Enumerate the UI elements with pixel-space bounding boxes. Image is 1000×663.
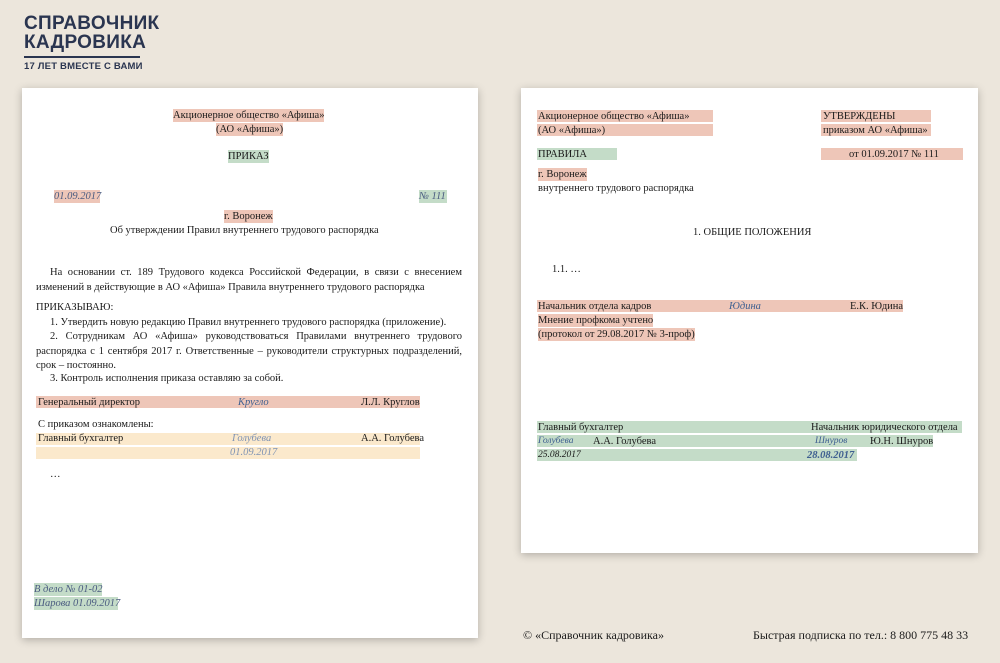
rules-legal-name: Ю.Н. Шнуров [870,436,934,447]
rules-legal-title: Начальник юридического отдела [811,422,958,433]
rules-org-name: Акционерное общество «Афиша» [538,111,690,122]
accountant-signature: Голубева [232,433,272,444]
rules-accountant-title: Главный бухгалтер [538,422,624,433]
order-city: г. Воронеж [224,211,273,222]
rules-legal-signature: Шнуров [815,436,848,446]
rules-approved: УТВЕРЖДЕНЫ [823,111,896,122]
footer-subscription: Быстрая подписка по тел.: 8 800 775 48 33 [753,628,969,642]
union-note: Мнение профкома учтено [538,315,654,326]
file-signature: Шарова 01.09.2017 [34,598,121,609]
hr-title: Начальник отдела кадров [538,301,652,312]
logo-tagline: 17 ЛЕТ ВМЕСТЕ С ВАМИ [24,61,143,72]
rules-clause: 1.1. … [552,264,581,275]
rules-accountant-date: 25.08.2017 [538,450,581,460]
footer-copyright: © «Справочник кадровика» [523,628,664,642]
order-org-name: Акционерное общество «Афиша» [173,110,325,121]
order-word: ПРИКАЗЫВАЮ: [36,302,114,313]
rules-accountant-signature: Голубева [538,436,574,446]
acquainted-label: С приказом ознакомлены: [38,419,154,430]
rules-legal-date: 28.08.2017 [807,450,855,461]
union-protocol: (протокол от 29.08.2017 № 3-проф) [538,329,695,340]
order-number: № 111 [419,191,446,202]
logo-divider [24,56,140,58]
accountant-name: А.А. Голубева [361,433,424,444]
order-basis: На основании ст. 189 Трудового кодекса Российской Федерации, в связи с внесением изменений в действующие в АО «Афиша» Правила внутреннего трудового распорядка [36,267,462,293]
rules-subtitle: внутреннего трудового распорядка [538,183,694,194]
order-item-3: 3. Контроль исполнения приказа оставляю за собой. [50,373,284,384]
rules-city: г. Воронеж [538,169,587,180]
file-note: В дело № 01-02 [34,584,103,595]
order-ellipsis: … [50,469,61,480]
brand-logo [24,14,159,72]
rules-accountant-name: А.А. Голубева [593,436,656,447]
order-subject: Об утверждении Правил внутреннего трудового распорядка [110,225,379,236]
accountant-date: 01.09.2017 [230,447,278,458]
rules-document [521,88,978,553]
hr-signature: Юдина [729,301,761,312]
rules-section: 1. ОБЩИЕ ПОЛОЖЕНИЯ [693,227,812,238]
order-date: 01.09.2017 [54,191,102,202]
rules-doc-type: ПРАВИЛА [538,149,587,160]
rules-approved-by: приказом АО «Афиша» [823,125,928,136]
order-document [22,88,478,638]
director-title: Генеральный директор [38,397,140,408]
hr-name: Е.К. Юдина [850,301,904,312]
rules-approved-date: от 01.09.2017 № 111 [849,149,939,160]
order-org-short: (АО «Афиша») [216,124,284,135]
order-item-2: 2. Сотрудникам АО «Афиша» руководствоваться Правилами внутреннего трудового распорядка с 1 сентября 2017 г. Ответственные – руководители структурных подразделений, срок – постоянно. [36,331,462,371]
director-signature: Кругло [238,397,269,408]
accountant-title: Главный бухгалтер [38,433,124,444]
rules-org-short: (АО «Афиша») [538,125,606,136]
order-doc-type: ПРИКАЗ [228,151,269,162]
accountant-date-highlight [36,447,420,459]
logo-line-2: КАДРОВИКА [24,32,147,53]
logo-line-1: СПРАВОЧНИК [24,13,160,34]
director-name: Л.Л. Круглов [361,397,420,408]
order-item-1: 1. Утвердить новую редакцию Правил внутреннего трудового распорядка (приложение). [50,317,447,328]
